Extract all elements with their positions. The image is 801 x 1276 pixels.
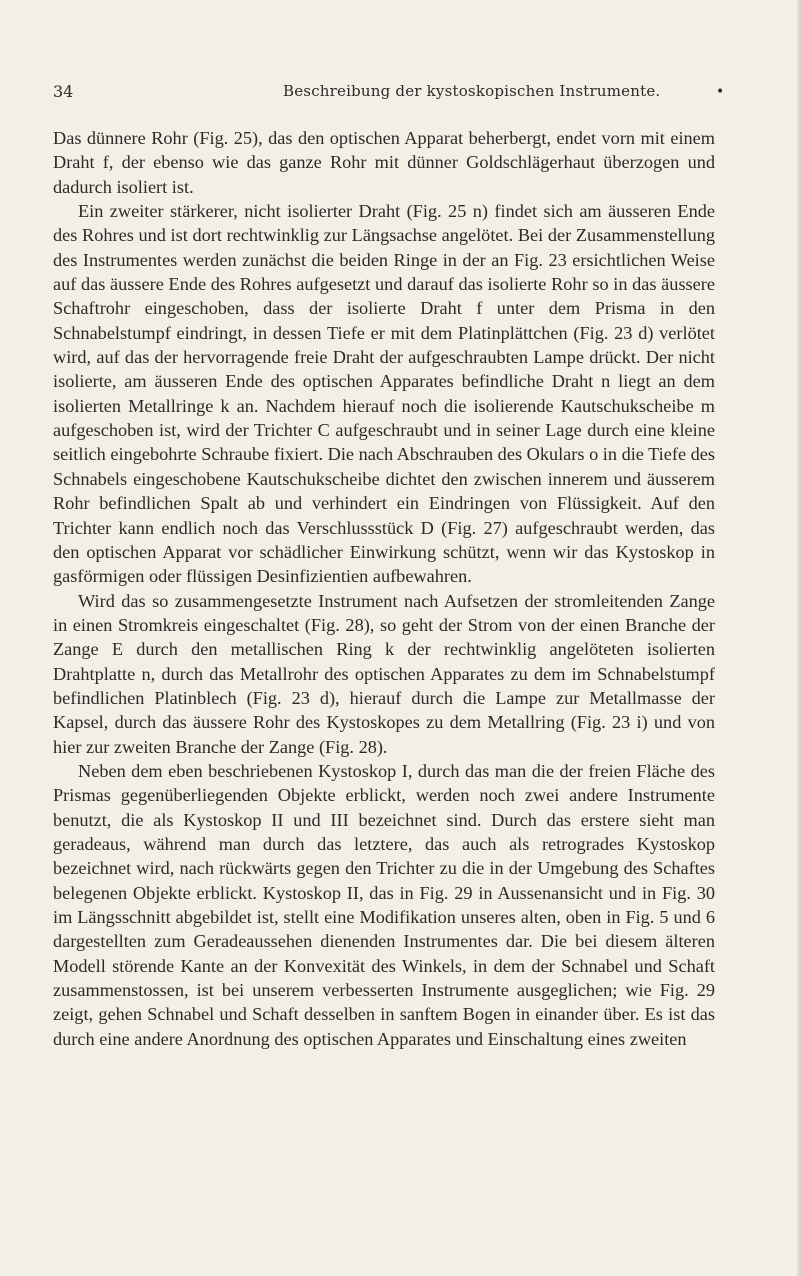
page-number: 34	[53, 82, 74, 101]
paragraph-4: Neben dem eben beschriebenen Kystoskop I, durch das man die der freien Fläche des Prismas gegenüberliegenden Objekte erblickt, werden noch zwei andere Instrumente benutzt, die als Kystoskop II und III bezeichnet sind. Durch das erstere sieht man geradeaus, während man durch das letztere, das auch als retrogrades Kystoskop bezeichnet wird, nach rückwärts gegen den Trichter zu die in der Umgebung des Schaftes belegenen Objekte erblickt. Kystoskop II, das in Fig. 29 in Aussenansicht und in Fig. 30 im Längsschnitt abgebildet ist, stellt eine Modifikation unseres alten, oben in Fig. 5 und 6 dargestellten zum Geradeaussehen dienenden Instrumentes dar. Die bei diesem älteren Modell störende Kante an der Konvexität des Winkels, in dem der Schnabel und Schaft zusammenstossen, ist bei unserem verbesserten Instrumente ausgeglichen; wie Fig. 29 zeigt, gehen Schnabel und Schaft desselben in sanftem Bogen in einander über. Es ist das durch eine andere Anordnung des optischen Apparates und Einschaltung eines zweiten	[53, 760, 715, 1049]
running-title: Beschreibung der kystoskopischen Instrumente.	[283, 82, 661, 100]
paragraph-1: Das dünnere Rohr (Fig. 25), das den optischen Apparat beherbergt, endet vorn mit einem Draht f, der ebenso wie das ganze Rohr mit dünner Goldschlägerhaut überzogen und dadurch isoliert ist.	[53, 128, 715, 197]
header-mark: •	[716, 84, 725, 100]
page-edge	[797, 0, 801, 1276]
page-header	[53, 82, 725, 106]
paragraph-3: Wird das so zusammengesetzte Instrument nach Aufsetzen der stromleitenden Zange in einen Stromkreis eingeschaltet (Fig. 28), so geht der Strom von der einen Branche der Zange E durch den metallischen Ring k der rechtwinklig angelöteten isolierten Drahtplatte n, durch das Metallrohr des optischen Apparates zu dem im Schnabelstumpf befindlichen Platinblech (Fig. 23 d), hierauf durch die Lampe zur Metallmasse der Kapsel, durch das äussere Rohr des Kystoskopes zu dem Metallring (Fig. 23 i) und von hier zur zweiten Branche der Zange (Fig. 28).	[53, 590, 715, 757]
body-text	[53, 126, 715, 1051]
paragraph-2: Ein zweiter stärkerer, nicht isolierter Draht (Fig. 25 n) findet sich am äusseren Ende des Rohres und ist dort rechtwinklig zur Längsachse angelötet. Bei der Zusammenstellung des Instrumentes werden zunächst die beiden Ringe in der an Fig. 23 ersichtlichen Weise auf das äussere Ende des Rohres aufgesetzt und darauf das isolierte Rohr so in das äussere Schaftrohr eingeschoben, dass der isolierte Draht f unter dem Prisma in den Schnabelstumpf eindringt, in dessen Tiefe er mit dem Platinplättchen (Fig. 23 d) verlötet wird, auf das der hervorragende freie Draht der aufgeschraubten Lampe drückt. Der nicht isolierte, am äusseren Ende des optischen Apparates befindliche Draht n liegt an dem isolierten Metallringe k an. Nachdem hierauf noch die isolierende Kautschukscheibe m aufgeschoben ist, wird der Trichter C aufgeschraubt und in seiner Lage durch eine kleine seitlich eingebohrte Schraube fixiert. Die nach Abschrauben des Okulars o in die Tiefe des Schnabels eingeschobene Kautschukscheibe dichtet den zwischen innerem und äusserem Rohr befindlichen Spalt ab und verhindert ein Eindringen von Flüssigkeit. Auf den Trichter kann endlich noch das Verschlussstück D (Fig. 27) aufgeschraubt werden, das den optischen Apparat vor schädlicher Einwirkung schützt, wenn wir das Kystoskop in gasförmigen oder flüssigen Desinfizientien aufbewahren.	[53, 201, 716, 587]
